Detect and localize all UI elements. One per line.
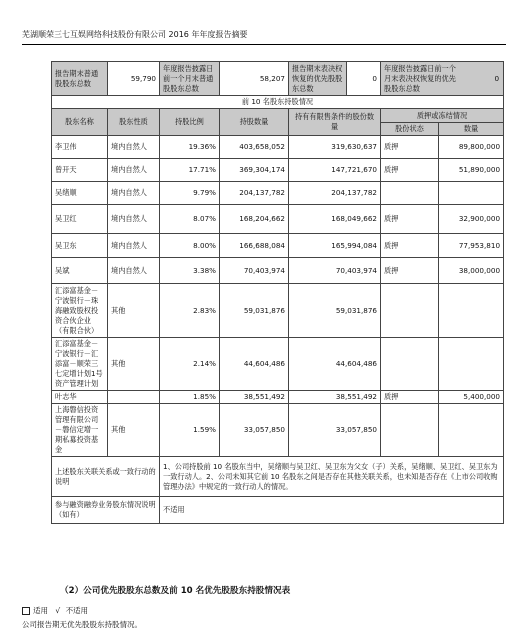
restricted-quantity: 319,630,637 [289, 136, 381, 159]
pledge-amount: 38,000,000 [439, 258, 504, 284]
document-header-title: 芜湖顺荣三七互娱网络科技股份有限公司 2016 年年度报告摘要 [22, 30, 248, 39]
table-row [52, 258, 504, 284]
shareholder-name: 李卫伟 [52, 136, 108, 159]
shareholder-nature: 境内自然人 [108, 182, 160, 205]
related-row [52, 457, 504, 497]
holding-ratio: 3.38% [160, 258, 220, 284]
holding-ratio: 19.36% [160, 136, 220, 159]
pledge-status: 质押 [381, 391, 439, 404]
shareholder-name: 汇添富基金－宁波银行－珠海融致股权投资合伙企业（有限合伙） [52, 284, 108, 338]
pledge-amount: 51,890,000 [439, 159, 504, 182]
pledge-status: 质押 [381, 136, 439, 159]
shareholder-name: 吴斌 [52, 258, 108, 284]
holding-ratio: 1.85% [160, 391, 220, 404]
holding-quantity: 33,057,850 [220, 404, 289, 457]
restricted-quantity: 33,057,850 [289, 404, 381, 457]
shareholder-nature: 其他 [108, 284, 160, 338]
restricted-quantity: 44,604,486 [289, 338, 381, 391]
summary-label-4-text: 年度报告披露日前一个月末表决权恢复的优先股股东总数 [384, 63, 456, 93]
holding-ratio: 1.59% [160, 404, 220, 457]
related-label: 上述股东关联关系或一致行动的说明 [52, 457, 160, 497]
holding-quantity: 403,658,052 [220, 136, 289, 159]
holding-quantity: 168,204,662 [220, 205, 289, 234]
choice-apply-label: 适用 [33, 606, 48, 615]
shareholder-name: 吴卫东 [52, 234, 108, 258]
restricted-quantity: 147,721,670 [289, 159, 381, 182]
pledge-status: 质押 [381, 234, 439, 258]
applicability-choice [22, 605, 88, 616]
table-title: 前 10 名股东持股情况 [52, 96, 504, 109]
margin-label: 参与融资融券业务股东情况说明（如有） [52, 497, 160, 524]
pledge-status: 质押 [381, 205, 439, 234]
shareholder-nature: 境内自然人 [108, 136, 160, 159]
restricted-quantity: 165,994,084 [289, 234, 381, 258]
pledge-amount [439, 404, 504, 457]
holding-ratio: 2.83% [160, 284, 220, 338]
header-divider [22, 44, 506, 45]
shareholder-name: 曾开天 [52, 159, 108, 182]
table-row [52, 159, 504, 182]
table-row [52, 284, 504, 338]
holding-quantity: 38,551,492 [220, 391, 289, 404]
shareholder-nature: 其他 [108, 404, 160, 457]
table-row [52, 338, 504, 391]
pledge-amount: 5,400,000 [439, 391, 504, 404]
table-row [52, 182, 504, 205]
pledge-amount [439, 284, 504, 338]
restricted-quantity: 168,049,662 [289, 205, 381, 234]
holding-quantity: 44,604,486 [220, 338, 289, 391]
restricted-quantity: 70,403,974 [289, 258, 381, 284]
shareholder-table [51, 61, 504, 524]
holding-ratio: 17.71% [160, 159, 220, 182]
col-header-restricted: 持有有限售条件的股份数量 [289, 109, 381, 136]
holding-quantity: 59,031,876 [220, 284, 289, 338]
pledge-status [381, 404, 439, 457]
shareholder-nature: 境内自然人 [108, 258, 160, 284]
restricted-quantity: 59,031,876 [289, 284, 381, 338]
shareholder-name: 吴卫红 [52, 205, 108, 234]
holding-quantity: 369,304,174 [220, 159, 289, 182]
holding-ratio: 9.79% [160, 182, 220, 205]
summary-value-3: 0 [347, 62, 381, 96]
table-row [52, 205, 504, 234]
pledge-status [381, 182, 439, 205]
shareholder-nature: 境内自然人 [108, 205, 160, 234]
pledge-amount [439, 338, 504, 391]
shareholder-name: 吴绪顺 [52, 182, 108, 205]
restricted-quantity: 38,551,492 [289, 391, 381, 404]
holding-quantity: 166,688,084 [220, 234, 289, 258]
summary-label-1: 报告期末普通股股东总数 [52, 62, 108, 96]
pledge-amount: 32,900,000 [439, 205, 504, 234]
col-header-amount: 数量 [439, 123, 504, 136]
table-row [52, 234, 504, 258]
table-row [52, 404, 504, 457]
holding-ratio: 2.14% [160, 338, 220, 391]
choice-na-label: 不适用 [65, 606, 89, 615]
holding-quantity: 70,403,974 [220, 258, 289, 284]
margin-text: 不适用 [160, 497, 504, 524]
col-header-name: 股东名称 [52, 109, 108, 136]
col-header-status: 股份状态 [381, 123, 439, 136]
shareholder-name: 叶志华 [52, 391, 108, 404]
table-title-row [52, 96, 504, 109]
pledge-status [381, 284, 439, 338]
summary-value-4: 0 [494, 74, 500, 83]
section-title: （2）公司优先股股东总数及前 10 名优先股股东持股情况表 [60, 586, 291, 596]
summary-value-1: 59,790 [108, 62, 160, 96]
restricted-quantity: 204,137,782 [289, 182, 381, 205]
pledge-status [381, 338, 439, 391]
holding-quantity: 204,137,782 [220, 182, 289, 205]
shareholder-nature: 境内自然人 [108, 159, 160, 182]
checkbox-apply[interactable] [22, 607, 30, 615]
pledge-status: 质押 [381, 159, 439, 182]
table-row [52, 391, 504, 404]
pledge-amount: 77,953,810 [439, 234, 504, 258]
margin-row [52, 497, 504, 524]
shareholder-name: 汇添富基金－宁波银行－汇添富－顺荣三七定增计划1号资产管理计划 [52, 338, 108, 391]
summary-value-2: 58,207 [220, 62, 289, 96]
pledge-amount: 89,800,000 [439, 136, 504, 159]
summary-label-2: 年度报告披露日前一个月末普通股股东总数 [160, 62, 220, 96]
checkmark-icon: √ [55, 606, 61, 615]
col-header-pledge: 质押或冻结情况 [381, 109, 504, 123]
holding-ratio: 8.00% [160, 234, 220, 258]
shareholder-name: 上海磐信投资管理有限公司－磐信定增一期私募投资基金 [52, 404, 108, 457]
holding-ratio: 8.07% [160, 205, 220, 234]
pledge-status: 质押 [381, 258, 439, 284]
col-header-nature: 股东性质 [108, 109, 160, 136]
col-header-qty: 持股数量 [220, 109, 289, 136]
shareholder-nature [108, 391, 160, 404]
col-header-ratio: 持股比例 [160, 109, 220, 136]
summary-label-3: 报告期末表决权恢复的优先股股东总数 [289, 62, 347, 96]
shareholder-nature: 其他 [108, 338, 160, 391]
summary-label-4 [381, 62, 504, 96]
table-row [52, 136, 504, 159]
summary-row [52, 62, 504, 96]
related-text: 1、公司持股前 10 名股东当中，吴绪顺与吴卫红、吴卫东为父女（子）关系，吴绪顺、吴卫红、吴卫东为一致行动人。2、公司未知其它前 10 名股东之间是否存在其他关联关系，也未知是否存在《上市公司收购管理办法》中规定的一致行动人的情况。 [160, 457, 504, 497]
section-note: 公司报告期无优先股股东持股情况。 [22, 620, 142, 629]
pledge-amount [439, 182, 504, 205]
shareholder-nature: 境内自然人 [108, 234, 160, 258]
header-row [52, 109, 504, 123]
